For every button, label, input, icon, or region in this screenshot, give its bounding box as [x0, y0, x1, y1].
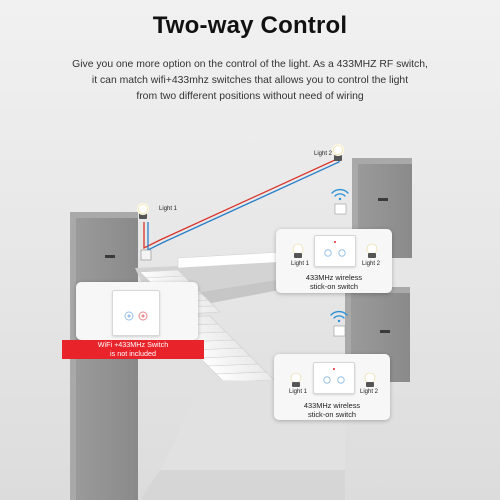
card-top-caption-line-1: 433MHz wireless	[305, 273, 363, 282]
light-2-label: Light 2	[314, 151, 333, 157]
card-bottom-light-1-label: Light 1	[289, 389, 308, 395]
stick-on-switch-mini	[334, 326, 345, 336]
stick-on-switch-mini	[335, 204, 346, 214]
card-bottom-caption-line-1: 433MHz wireless	[303, 401, 361, 410]
description-line-1: Give you one more option on the control of the light. As a 433MHZ RF switch,	[72, 59, 428, 70]
card-bottom-light-2-label: Light 2	[360, 389, 379, 395]
card-bottom-caption-line-2: stick-on switch	[307, 410, 357, 419]
description-line-2: it can match wifi+433mhz switches that allows you to control the light	[91, 75, 409, 86]
card-top-caption-line-2: stick-on switch	[309, 282, 359, 291]
card-top-caption	[276, 273, 392, 291]
not-included-banner	[62, 340, 204, 359]
description-line-3: from two different positions without need of wiring	[136, 91, 364, 102]
wifi-switch-panel	[112, 290, 160, 336]
banner-line-2: is not included	[110, 348, 156, 358]
card-top-light-2-label: Light 2	[362, 261, 381, 267]
stick-on-switch-panel	[313, 362, 355, 394]
light-bulb-icon	[332, 144, 344, 161]
wifi-icon	[332, 190, 348, 201]
wall-switch	[141, 250, 151, 260]
stick-on-switch-card-top	[276, 229, 392, 293]
wifi-switch-card	[76, 282, 198, 340]
banner-line-1: WiFi +433MHz Switch	[97, 340, 169, 349]
stick-on-switch-panel	[314, 235, 356, 267]
light-bulb-icon	[137, 203, 149, 219]
card-top-light-1-label: Light 1	[291, 261, 310, 267]
stick-on-switch-card-bottom	[274, 354, 390, 420]
page-title: Two-way Control	[152, 12, 348, 39]
light-1-label: Light 1	[159, 206, 178, 212]
wifi-icon	[331, 312, 347, 323]
card-bottom-caption	[274, 401, 390, 419]
